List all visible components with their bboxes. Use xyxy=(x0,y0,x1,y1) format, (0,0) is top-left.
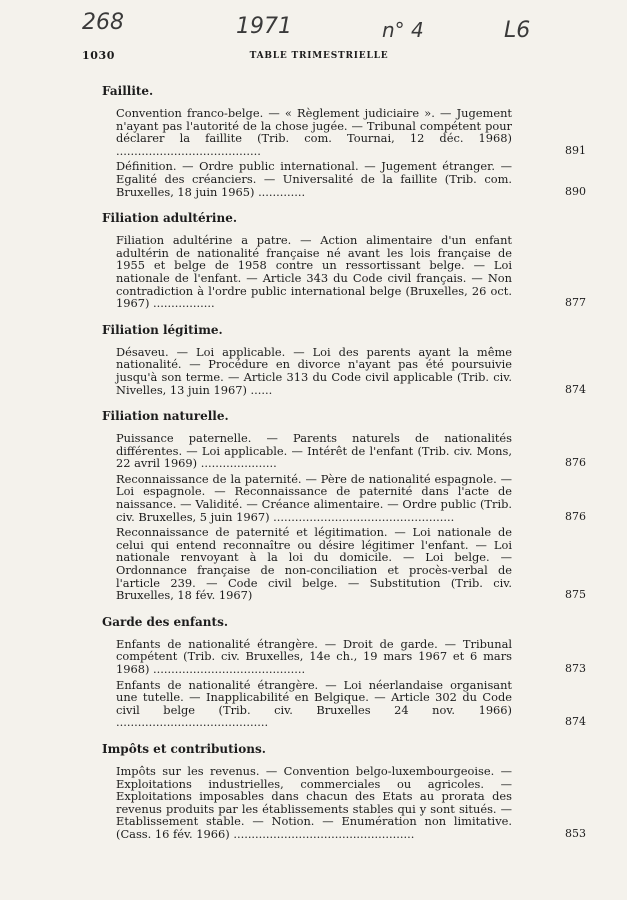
index-entry xyxy=(98,159,586,199)
entry-page-ref: 876 xyxy=(565,509,586,523)
entry-page-ref: 875 xyxy=(565,588,586,602)
section-title: Impôts et contributions. xyxy=(102,741,266,756)
entry-text: Enfants de nationalité étrangère. — Droit de garde. — Tribunal compétent (Trib. civ. Bruxelles, 14e ch., 19 mars 1967 et 6 mars 1968) .......................................... xyxy=(116,636,512,676)
entry-text: Filiation adultérine a patre. — Action alimentaire d'un enfant adultérin de nationalité française né avant les lois française de 1955 et belge de 1958 contre un ressortissant belge. — Loi nationale de l'enfant. — Article 343 du Code civil français. — Non contradiction à l'ordre public international belge (Bruxelles, 26 oct. 1967) ................. xyxy=(116,233,512,311)
handwritten-note-2: 1971 xyxy=(236,14,292,39)
section-faillite xyxy=(98,84,586,199)
entry-text: Enfants de nationalité étrangère. — Loi néerlandaise organisant une tutelle. — Inapplicabilité en Belgique. — Article 302 du Code civil belge (Trib. civ. Bruxelles 24 nov. 1966) .......................................... xyxy=(116,677,512,730)
entry-page-ref: 876 xyxy=(565,456,586,470)
index-entry xyxy=(98,344,586,397)
index-entry xyxy=(98,677,586,730)
section-impots-et-contributions xyxy=(98,741,586,841)
entry-page-ref: 891 xyxy=(565,143,586,157)
index-entry xyxy=(98,431,586,471)
entry-text: Convention franco-belge. — « Règlement judiciaire ». — Jugement n'ayant pas l'autorité de la chose jugée. — Tribunal compétent pour déclarer la faillite (Trib. com. Tournai, 12 déc. 1968) ........................................ xyxy=(116,106,512,158)
section-title: Filiation naturelle. xyxy=(102,409,229,424)
index-entry xyxy=(98,763,586,841)
running-title: TABLE TRIMESTRIELLE xyxy=(249,51,389,61)
entry-text: Définition. — Ordre public international. — Jugement étranger. — Egalité des créanciers. — Universalité de la faillite (Trib. com. Bruxelles, 18 juin 1965) ............. xyxy=(116,159,512,199)
entry-text: Impôts sur les revenus. — Convention belgo-luxembourgeoise. — Exploitations industrielles, commerciales ou agricoles. — Exploitations imposables dans chacun des Etats au prorata des revenus produits par les établissements stables qui y sont situés. — Etablissement stable. — Notion. — Enumération non limitative. (Cass. 16 fév. 1966) .................................................. xyxy=(116,763,512,841)
section-filiation-legitime xyxy=(98,322,586,397)
section-garde-des-enfants xyxy=(98,614,586,730)
section-title: Filiation adultérine. xyxy=(102,211,238,226)
handwritten-note-1: 268 xyxy=(82,10,124,35)
entry-page-ref: 877 xyxy=(565,296,586,310)
entry-page-ref: 874 xyxy=(565,382,586,396)
section-title: Filiation légitime. xyxy=(102,322,223,337)
section-title: Faillite. xyxy=(102,84,154,98)
handwritten-note-4: L6 xyxy=(504,18,531,43)
entry-text: Reconnaissance de paternité et légitimation. — Loi nationale de celui qui entend reconnaître ou désire légitimer l'enfant. — Loi nationale renvoyant à la loi du domicile. — Loi belge. — Ordonnance française de non-conciliation et procès-verbal de l'article 239. — Code civil belge. — Substitution (Trib. civ. Bruxelles, 18 fév. 1967) xyxy=(116,525,512,603)
index-entry xyxy=(98,525,586,603)
handwritten-note-3: n° 4 xyxy=(382,18,424,42)
page-number: 1030 xyxy=(82,49,116,62)
section-filiation-naturelle xyxy=(98,409,586,603)
entry-page-ref: 873 xyxy=(565,662,586,675)
section-filiation-adulterine xyxy=(98,211,586,311)
entry-text: Désaveu. — Loi applicable. — Loi des parents ayant la même nationalité. — Procédure en divorce n'ayant pas été poursuivie jusqu'à son terme. — Article 313 du Code civil applicable (Trib. civ. Nivelles, 13 juin 1967) ...... xyxy=(116,344,512,397)
index-entry xyxy=(98,471,586,524)
entry-page-ref: 853 xyxy=(565,826,586,840)
entry-page-ref: 874 xyxy=(565,715,586,729)
entry-page-ref: 890 xyxy=(565,184,586,198)
index-entry xyxy=(98,636,586,676)
index-content xyxy=(98,84,586,844)
section-title: Garde des enfants. xyxy=(102,614,229,629)
entry-text: Reconnaissance de la paternité. — Père de nationalité espagnole. — Loi espagnole. — Reconnaissance de paternité dans l'acte de naissance. — Validité. — Créance alimentaire. — Ordre public (Trib. civ. Bruxelles, 5 juin 1967) .................................................. xyxy=(116,471,512,524)
index-entry xyxy=(98,233,586,311)
index-entry xyxy=(98,106,586,158)
entry-text: Puissance paternelle. — Parents naturels de nationalités différentes. — Loi applicable. — Intérêt de l'enfant (Trib. civ. Mons, 22 avril 1969) ..................... xyxy=(116,431,512,471)
